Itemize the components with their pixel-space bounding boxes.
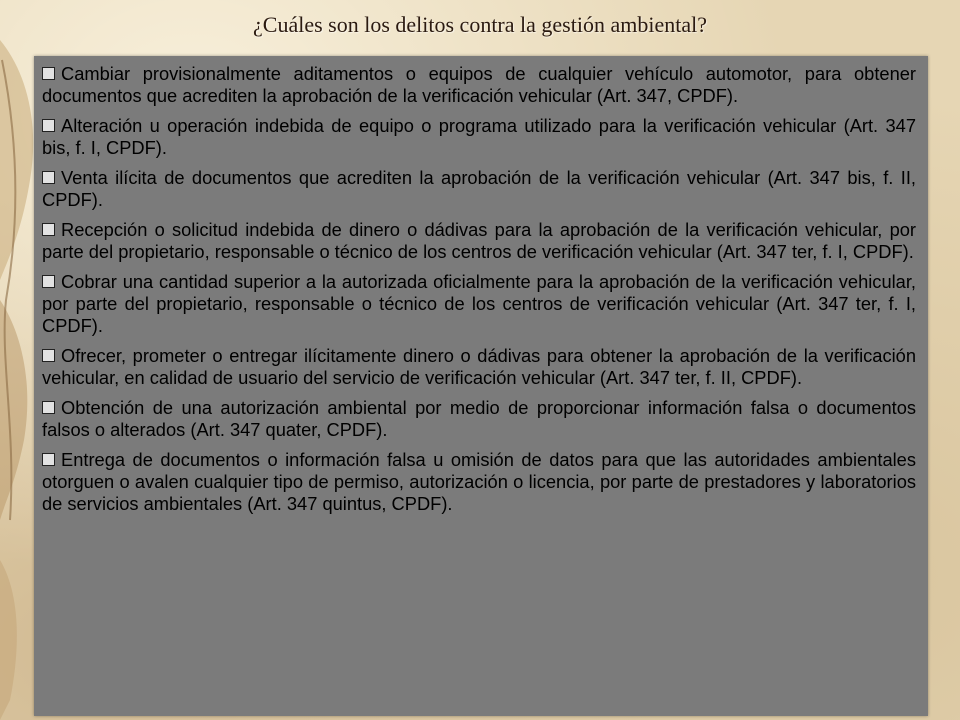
square-bullet-icon	[42, 349, 55, 362]
page-title: ¿Cuáles son los delitos contra la gestión ambiental?	[253, 12, 707, 37]
square-bullet-icon	[42, 453, 55, 466]
list-item-text: Recepción o solicitud indebida de dinero o dádivas para la aprobación de la verificación vehicular, por parte del propietario, responsable o técnico de los centros de verificación vehicular (Art. 347 ter, f. I, CPDF).	[42, 219, 916, 262]
list-item	[42, 115, 916, 159]
list-item-text: Alteración u operación indebida de equipo o programa utilizado para la verificación vehicular (Art. 347 bis, f. I, CPDF).	[42, 115, 916, 158]
square-bullet-icon	[42, 401, 55, 414]
square-bullet-icon	[42, 223, 55, 236]
list-item-text: Entrega de documentos o información falsa u omisión de datos para que las autoridades ambientales otorguen o avalen cualquier tipo de permiso, autorización o licencia, por parte de prestadores y laboratorios de servicios ambientales (Art. 347 quintus, CPDF).	[42, 449, 916, 514]
list-item-text: Venta ilícita de documentos que acrediten la aprobación de la verificación vehicular (Art. 347 bis, f. II, CPDF).	[42, 167, 916, 210]
list-item	[42, 345, 916, 389]
square-bullet-icon	[42, 275, 55, 288]
list-item	[42, 271, 916, 337]
list-item	[42, 449, 916, 515]
list-item-text: Cambiar provisionalmente aditamentos o equipos de cualquier vehículo automotor, para obtener documentos que acrediten la aprobación de la verificación vehicular (Art. 347, CPDF).	[42, 63, 916, 106]
content-panel	[34, 56, 928, 716]
crime-list	[34, 56, 928, 515]
list-item-text: Obtención de una autorización ambiental por medio de proporcionar información falsa o documentos falsos o alterados (Art. 347 quater, CPDF).	[42, 397, 916, 440]
square-bullet-icon	[42, 67, 55, 80]
list-item	[42, 219, 916, 263]
list-item	[42, 167, 916, 211]
square-bullet-icon	[42, 171, 55, 184]
list-item	[42, 397, 916, 441]
square-bullet-icon	[42, 119, 55, 132]
list-item-text: Cobrar una cantidad superior a la autorizada oficialmente para la aprobación de la verificación vehicular, por parte del propietario, responsable o técnico de los centros de verificación vehicular (Art. 347 ter, f. I, CPDF).	[42, 271, 916, 336]
list-item	[42, 63, 916, 107]
list-item-text: Ofrecer, prometer o entregar ilícitamente dinero o dádivas para obtener la aprobación de la verificación vehicular, en calidad de usuario del servicio de verificación vehicular (Art. 347 ter, f. II, CPDF).	[42, 345, 916, 388]
